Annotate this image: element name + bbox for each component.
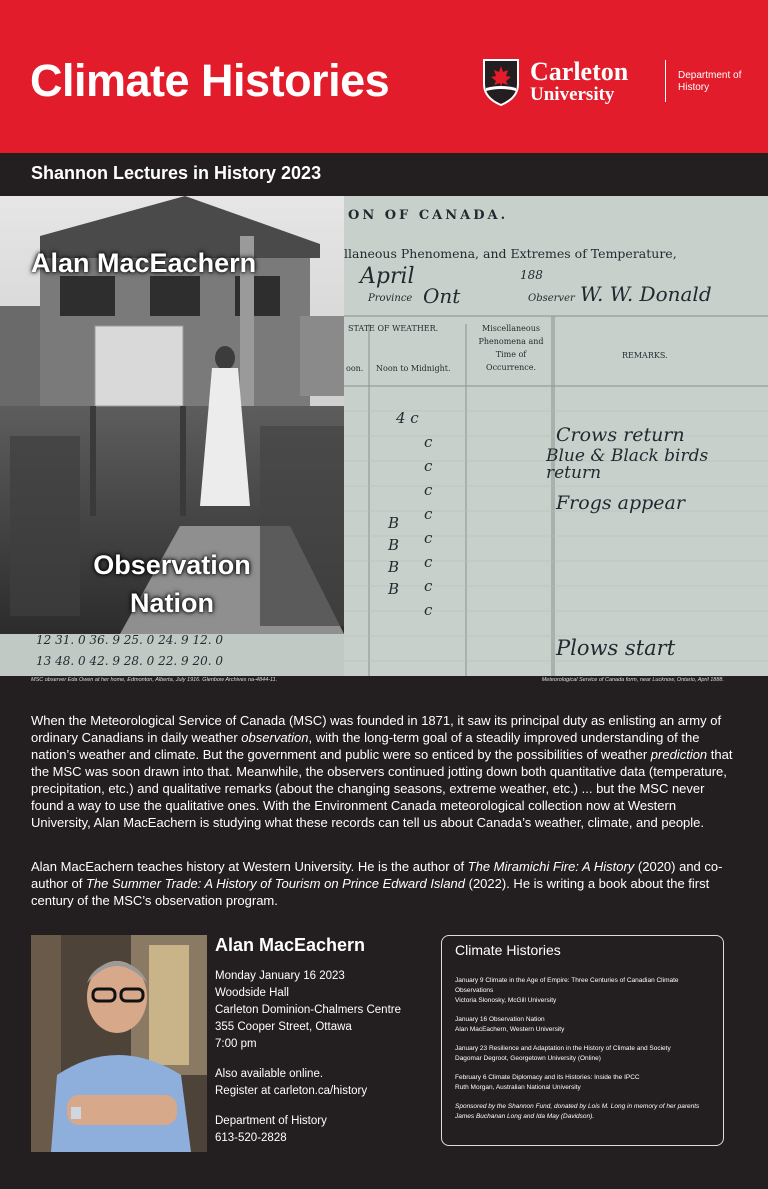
- event-date: Monday January 16 2023: [215, 970, 345, 982]
- department-label: Department of History: [678, 70, 742, 93]
- university-sub: University: [530, 84, 615, 105]
- lecture-item: [455, 1073, 710, 1093]
- ledger-mark: c: [424, 577, 433, 595]
- text-run: When the Meteorological Service of Canada (MSC) was founded in 1871, it saw its principal duty as enlisting an army of ordinary Canadians in daily weather: [31, 713, 722, 745]
- ledger-mark: 4 c: [396, 409, 419, 427]
- ledger-mark: c: [424, 529, 433, 547]
- ledger-year: 188: [520, 268, 543, 282]
- text-run: (2022). He is writing a book about the first century of the MSC’s observation program.: [31, 876, 710, 908]
- ledger-month: April: [360, 264, 415, 289]
- ledger-remark: Plows start: [556, 636, 676, 660]
- ledger-col-noon: oon.: [346, 364, 364, 373]
- carleton-logo[interactable]: [482, 58, 742, 110]
- online-note: Also available online.: [215, 1068, 324, 1080]
- text-run: that the MSC was soon drawn into that. Meanwhile, the observers continued jotting down both quantitative data (temperature, precipitation, etc.) and qualitative remarks (about the changing seasons, extreme weather, etc.) ... but the MSC never found a way to use the qualitative ones. With the Environment Canada meteorological collection now at Western University, Alan MacEachern is studying what these records can tell us about Canada’s weather, climate, and people.: [31, 747, 733, 830]
- event-details: [215, 935, 430, 1147]
- event-venue: Woodside Hall: [215, 987, 289, 999]
- ledger-remark: Crows return: [556, 424, 685, 446]
- lecture-title: January 9 Climate in the Age of Empire: Three Centuries of Canadian Climate Observations: [455, 977, 679, 994]
- speaker-portrait: [31, 935, 207, 1152]
- series-schedule-box: [441, 935, 724, 1146]
- event-address: 355 Cooper Street, Ottawa: [215, 1021, 352, 1033]
- series-box-title: Climate Histories: [455, 942, 561, 958]
- ledger-row-left: 13 48. 0 42. 9 28. 0 22. 9 20. 0: [36, 654, 224, 668]
- ledger-col-misc: Miscellaneous Phenomena and Time of Occurrence.: [478, 324, 544, 372]
- ledger-subheading: llaneous Phenomena, and Extremes of Temperature,: [344, 246, 677, 261]
- ledger-observer: W. W. Donald: [580, 282, 712, 306]
- lecture-speaker: Victoria Slonosky, McGill University: [455, 997, 557, 1004]
- ledger-col-state: STATE OF WEATHER.: [348, 324, 439, 333]
- speaker-name: Alan MacEachern: [215, 935, 366, 955]
- photo-caption: MSC observer Eda Owen at her home, Edmonton, Alberta, July 1916. Glenbow Archives na-4844-11.: [31, 677, 278, 683]
- ledger-col-remarks: REMARKS.: [622, 351, 668, 360]
- ledger-heading: ON OF CANADA.: [348, 208, 509, 223]
- ledger-province: Ont: [423, 284, 461, 308]
- ledger-mark: B: [388, 580, 400, 598]
- ledger-caption: Meteorological Service of Canada form, near Lucknow, Ontario, April 1888.: [541, 677, 724, 683]
- carleton-crest-icon: [482, 58, 520, 106]
- topic-overlay: [54, 546, 290, 622]
- ledger-remark: Blue & Black birds return: [546, 446, 709, 483]
- logo-divider: [665, 60, 666, 102]
- ledger-col-noon-midnight: Noon to Midnight.: [376, 364, 451, 373]
- bio-paragraph: [31, 858, 739, 909]
- ledger-marks-b: [388, 512, 399, 600]
- lecture-item: [455, 976, 710, 1006]
- topic-line: Observation: [93, 550, 251, 580]
- ledger-marks-c: [396, 406, 432, 622]
- text-run: (2020) and co-author of: [31, 859, 723, 891]
- department-name: Department of History: [215, 1115, 327, 1127]
- university-name: Carleton: [530, 57, 629, 86]
- lecture-item: [455, 1015, 710, 1035]
- hero-image: [0, 196, 768, 676]
- register-link[interactable]: Register at carleton.ca/history: [215, 1085, 368, 1097]
- ledger-mark: c: [424, 553, 433, 571]
- topic-line: Nation: [130, 588, 214, 618]
- lecture-title: January 16 Observation Nation: [455, 1016, 545, 1023]
- ledger-province-label: Province: [368, 293, 413, 304]
- ledger-mark: c: [424, 457, 433, 475]
- ledger-remark: Frogs appear: [556, 492, 685, 514]
- lecture-speaker: Dagomar Degroot, Georgetown University (Online): [455, 1055, 601, 1062]
- text-run: Alan MacEachern teaches history at Western University. He is the author of: [31, 859, 468, 874]
- ledger-mark: c: [424, 481, 433, 499]
- ledger-mark: c: [424, 601, 433, 619]
- sponsor-note: Sponsored by the Shannon Fund, donated by Lois M. Long in memory of her parents James Buchanan Long and Ida May (Davidson).: [455, 1103, 700, 1120]
- lecture-item: [455, 1044, 710, 1064]
- ledger-mark: B: [388, 514, 400, 532]
- emphasis: prediction: [650, 747, 708, 762]
- series-title: Shannon Lectures in History 2023: [31, 163, 322, 183]
- book-title: The Summer Trade: A History of Tourism on Prince Edward Island: [85, 876, 466, 891]
- page-title: Climate Histories: [30, 55, 390, 106]
- ledger-row-left: 12 31. 0 36. 9 25. 0 24. 9 12. 0: [36, 633, 224, 647]
- description-paragraph: [31, 712, 739, 831]
- header-banner: [0, 0, 768, 153]
- ledger-mark: c: [424, 505, 433, 523]
- department-phone[interactable]: 613-520-2828: [215, 1132, 287, 1144]
- book-title: The Miramichi Fire: A History: [467, 859, 635, 874]
- ledger-mark: c: [424, 433, 433, 451]
- speaker-overlay: Alan MacEachern: [31, 248, 257, 278]
- text-run: , with the long-term goal of a steadily improved understanding of the nation’s weather and climate. But the government and public were so enticed by the possibilities of weather: [31, 730, 700, 762]
- lecture-title: January 23 Resilience and Adaptation in the History of Climate and Society: [455, 1045, 671, 1052]
- event-building: Carleton Dominion-Chalmers Centre: [215, 1004, 401, 1016]
- ledger-mark: B: [388, 558, 400, 576]
- lecture-speaker: Alan MacEachern, Western University: [455, 1026, 565, 1033]
- lecture-speaker: Ruth Morgan, Australian National University: [455, 1084, 581, 1091]
- event-time: 7:00 pm: [215, 1038, 257, 1050]
- ledger-observer-label: Observer: [528, 293, 575, 304]
- emphasis: observation: [241, 730, 309, 745]
- lecture-title: February 6 Climate Diplomacy and its Histories: Inside the IPCC: [455, 1074, 640, 1081]
- ledger-mark: B: [388, 536, 400, 554]
